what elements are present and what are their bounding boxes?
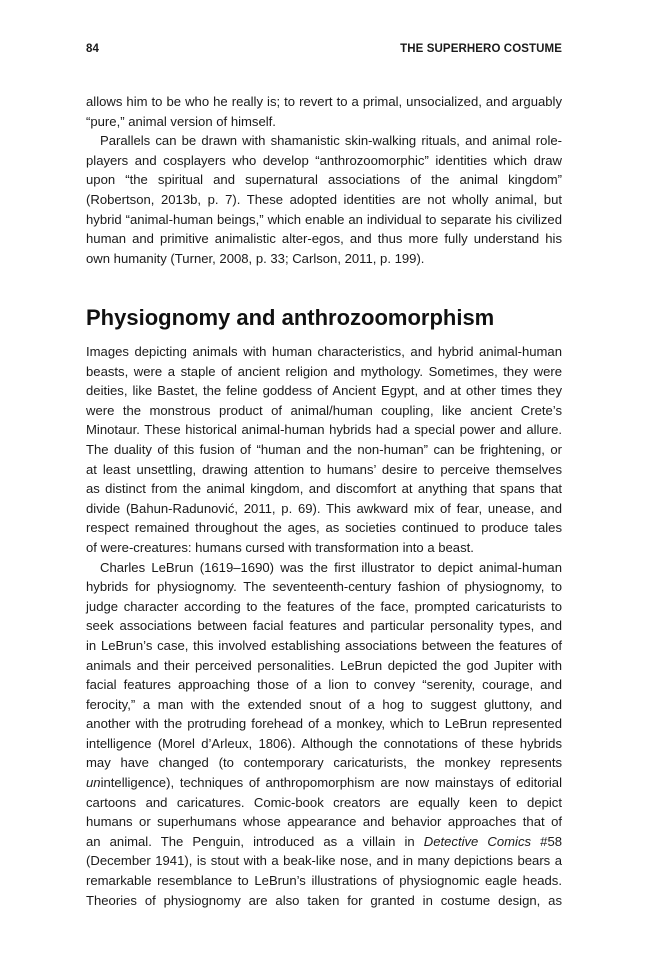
- text-line: Charles LeBrun (1619–1690) was the first illustrator to depict animal-human: [100, 559, 562, 575]
- text-line: judge character according to the features of the face, prompted caricaturists to: [86, 598, 562, 614]
- text-line: allows him to be who he really is; to revert to a primal, unsocialized, and arguably: [86, 94, 562, 109]
- text-line: at least unsettling, drawing attention to humans’ desire to perceive themselves: [86, 461, 562, 477]
- italic-prefix: un: [86, 775, 101, 791]
- text-line: respect remained throughout the ages, as societies continued to produce tales: [86, 520, 562, 536]
- text-line: Theories of physiognomy are also taken for granted in costume design, as: [86, 892, 562, 908]
- text-line: ferocity,” a man with the extended snout of a hog to suggest gluttony, and: [86, 696, 562, 712]
- text-line: remarkable resemblance to LeBrun’s illustrations of physiognomic eagle heads.: [86, 873, 562, 889]
- text-line: another with the protruding forehead of a monkey, which to LeBrun represented: [86, 716, 562, 732]
- text-line: of were-creatures: humans cursed with transformation into a beast.: [86, 539, 474, 555]
- line-rest: intelligence), techniques of anthropomorphism are now mainstays of editorial: [100, 775, 562, 791]
- text-line: players and cosplayers who develop “anthrozoomorphic” identities which draw: [86, 152, 562, 168]
- running-head: [86, 43, 562, 61]
- text-line: “pure,” animal version of himself.: [86, 113, 276, 129]
- text-line: hybrid “animal-human beings,” which enable an individual to separate his civilized: [86, 211, 562, 227]
- text-line: facial features approaching those of a lion to convey “serenity, courage, and: [86, 677, 562, 693]
- running-title: THE SUPERHERO COSTUME: [400, 43, 562, 55]
- text-line: in LeBrun’s case, this involved establishing associations between the features of: [86, 637, 562, 653]
- text-line: own humanity (Turner, 2008, p. 33; Carlson, 2011, p. 199).: [86, 250, 425, 266]
- paragraph-block-2: [86, 342, 562, 910]
- line-before: an animal. The Penguin, introduced as a villain in: [86, 833, 424, 849]
- text-line: cartoons and caricatures. Comic-book creators are equally keen to depict: [86, 794, 562, 810]
- text-line: The duality of this fusion of “human and the non-human” can be frightening, or: [86, 441, 562, 457]
- text-line: Minotaur. These historical animal-human hybrids had a special power and allure.: [86, 422, 562, 438]
- text-line: humans or superhumans whose appearance and behavior approaches that of: [86, 814, 562, 830]
- text-line: intelligence (Morel d’Arleux, 1806). Although the connotations of these hybrids: [86, 735, 562, 751]
- text-line: human and primitive animalistic alter-egos, and thus more fully understand his: [86, 231, 562, 247]
- text-line: were the monstrous product of animal/human coupling, like ancient Crete’s: [86, 402, 562, 418]
- text-line: may have changed (to contemporary caricaturists, the monkey represents: [86, 755, 562, 771]
- text-line-with-title: [86, 832, 562, 852]
- text-line: divide (Bahun-Radunović, 2011, p. 69). This awkward mix of fear, unease, and: [86, 500, 562, 516]
- text-line: (Robertson, 2013b, p. 7). These adopted identities are not wholly animal, but: [86, 191, 562, 207]
- text-line: as distinct from the animal kingdom, and discomfort at anything that spans that: [86, 481, 562, 497]
- text-line: seek associations between facial features and particular personality types, and: [86, 618, 562, 634]
- text-line: animals and their perceived personalities. LeBrun depicted the god Jupiter with: [86, 657, 562, 673]
- comic-title: Detective Comics: [423, 833, 532, 849]
- text-line: deities, like Bastet, the feline goddess of Ancient Egypt, and at other times they: [86, 383, 562, 399]
- text-line: Images depicting animals with human characteristics, and hybrid animal-human: [86, 344, 562, 359]
- text-line: upon “the spiritual and supernatural associations of the animal kingdom”: [86, 172, 562, 188]
- section-heading: Physiognomy and anthrozoomorphism: [86, 305, 495, 331]
- text-line: (December 1941), is stout with a beak-like nose, and in many depictions bears a: [86, 853, 562, 869]
- text-line-italic-prefix: [86, 773, 562, 793]
- text-line: beasts, were a staple of ancient religion and mythology. Sometimes, they were: [86, 363, 562, 379]
- line-after: #58: [531, 833, 563, 849]
- text-line: hybrids for physiognomy. The seventeenth-century fashion of physiognomy, to: [86, 579, 562, 595]
- paragraph-block-1: [86, 92, 562, 268]
- text-line: Parallels can be drawn with shamanistic skin-walking rituals, and animal role-: [100, 133, 562, 149]
- page-number: 84: [86, 43, 99, 55]
